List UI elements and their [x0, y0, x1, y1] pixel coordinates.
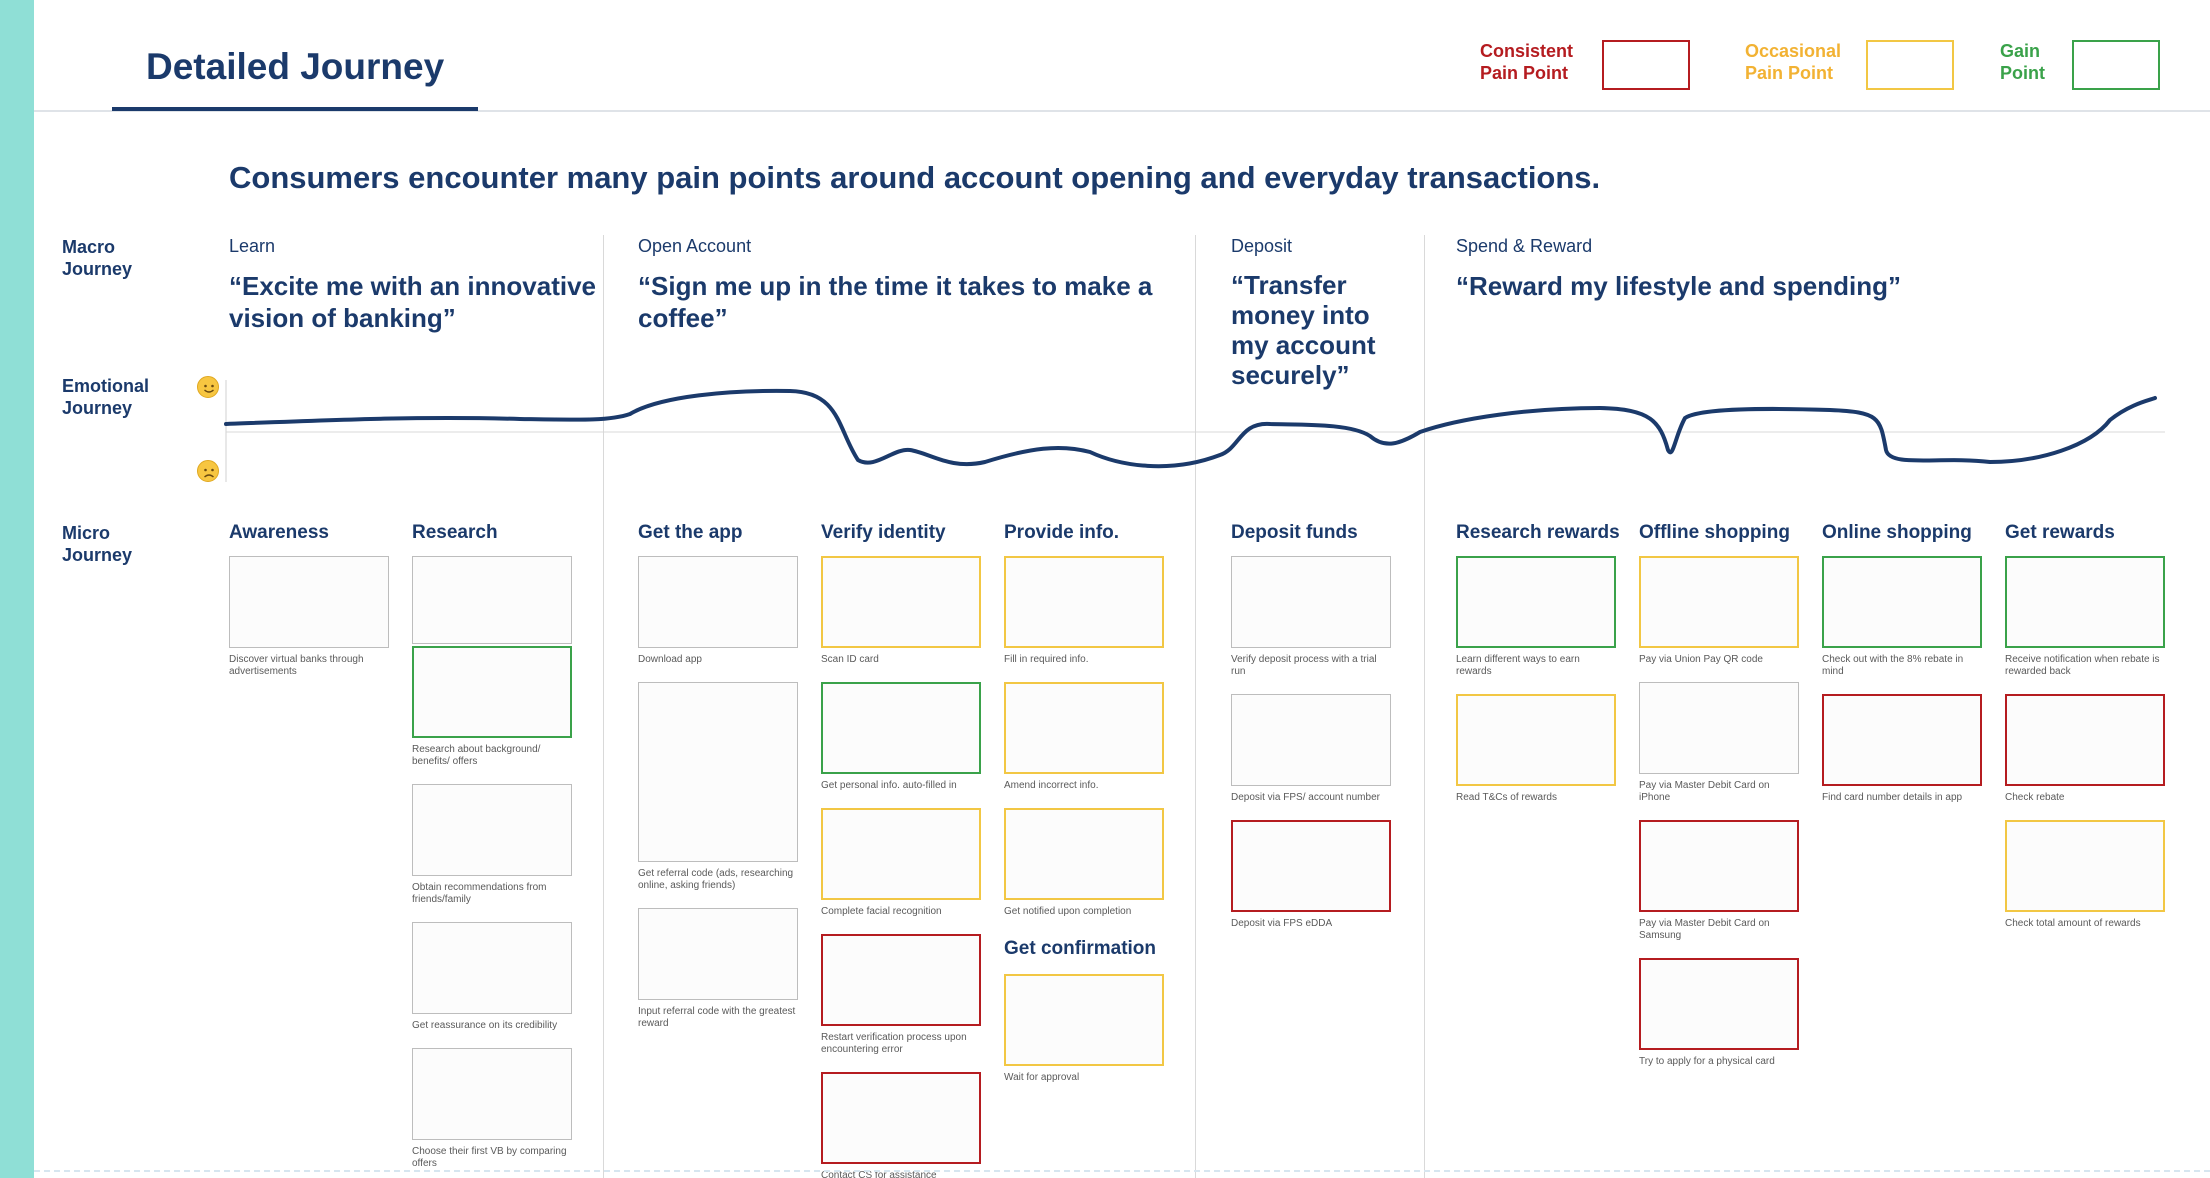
journey-step-card — [821, 682, 981, 792]
step-caption: Download app — [638, 654, 702, 665]
step-illustration — [1456, 694, 1616, 786]
step-illustration — [1639, 682, 1799, 774]
step-caption: Fill in required info. — [1004, 654, 1089, 665]
stage-title: Provide info. — [1004, 522, 1120, 543]
phase-quote-spend-reward: “Reward my lifestyle and spending” — [1456, 271, 1901, 301]
stage-title: Research rewards — [1456, 522, 1620, 543]
step-caption: Get notified upon completion — [1004, 906, 1132, 917]
step-illustration — [1639, 958, 1799, 1050]
step-caption: Read T&Cs of rewards — [1456, 792, 1557, 803]
journey-step-card — [1004, 682, 1164, 792]
stage-research — [412, 520, 587, 1178]
micro-journey-label: Micro Journey — [62, 523, 133, 565]
step-caption: Complete facial recognition — [821, 906, 942, 917]
step-illustration — [821, 682, 981, 774]
phase-name-learn: Learn — [229, 236, 276, 256]
stage-get-rewards — [2005, 520, 2180, 946]
journey-step-card — [412, 556, 572, 644]
journey-step-card — [412, 1048, 572, 1170]
step-illustration — [412, 556, 572, 644]
step-illustration — [1004, 808, 1164, 900]
journey-step-card — [1456, 694, 1616, 804]
step-caption: Verify deposit process with a trial run — [1231, 654, 1377, 677]
step-illustration — [821, 1072, 981, 1164]
step-caption: Find card number details in app — [1822, 792, 1963, 803]
step-caption: Pay via Master Debit Card on iPhone — [1639, 780, 1770, 803]
step-illustration — [821, 934, 981, 1026]
journey-step-card — [1639, 682, 1799, 804]
headline: Consumers encounter many pain points around account opening and everyday transactions. — [229, 160, 1601, 195]
journey-step-card — [2005, 694, 2165, 804]
step-caption: Contact CS for assistance — [821, 1170, 937, 1178]
journey-step-card — [412, 646, 572, 768]
step-caption: Get personal info. auto-filled in — [821, 780, 957, 791]
stage-title-get-confirmation: Get confirmation — [1004, 938, 1157, 959]
step-caption: Pay via Master Debit Card on Samsung — [1639, 918, 1770, 941]
step-illustration — [1822, 694, 1982, 786]
step-illustration — [1231, 556, 1391, 648]
step-illustration — [1004, 556, 1164, 648]
phase-name-spend-reward: Spend & Reward — [1456, 236, 1593, 256]
stage-title: Awareness — [229, 522, 329, 543]
step-illustration — [638, 682, 798, 862]
step-caption: Deposit via FPS/ account number — [1231, 792, 1380, 803]
step-illustration — [1231, 820, 1391, 912]
legend-label: Consistent Pain Point — [1480, 41, 1574, 83]
stage-offline-shopping — [1639, 520, 1814, 1084]
step-illustration — [2005, 694, 2165, 786]
phase-name-deposit: Deposit — [1231, 236, 1293, 256]
emotion-line — [226, 391, 2155, 466]
step-illustration — [412, 646, 572, 738]
step-caption: Learn different ways to earn rewards — [1456, 654, 1580, 677]
journey-step-card — [1639, 556, 1799, 666]
step-illustration — [1231, 694, 1391, 786]
step-illustration — [1004, 974, 1164, 1066]
step-illustration — [1639, 820, 1799, 912]
step-caption: Restart verification process upon encountering error — [821, 1032, 967, 1055]
step-illustration — [2005, 820, 2165, 912]
journey-step-card — [1004, 974, 1164, 1084]
step-caption: Check out with the 8% rebate in mind — [1822, 654, 1964, 677]
step-caption: Amend incorrect info. — [1004, 780, 1099, 791]
step-caption: Pay via Union Pay QR code — [1639, 654, 1763, 665]
stage-verify-identity — [821, 520, 996, 1178]
step-caption: Check total amount of rewards — [2005, 918, 2141, 929]
step-caption: Check rebate — [2005, 792, 2065, 803]
step-illustration — [229, 556, 389, 648]
journey-step-card — [821, 808, 981, 918]
journey-step-card — [638, 908, 798, 1030]
journey-step-card — [229, 556, 389, 678]
stage-get-the-app — [638, 520, 813, 1046]
step-illustration — [638, 556, 798, 648]
phase-quote-learn: “Excite me with an innovative vision of banking” — [229, 271, 596, 333]
stage-deposit-funds — [1231, 520, 1406, 946]
stage-title: Online shopping — [1822, 522, 1972, 543]
journey-step-card — [2005, 556, 2165, 678]
step-caption: Wait for approval — [1004, 1072, 1080, 1083]
journey-step-card — [1231, 820, 1391, 930]
stage-title: Get rewards — [2005, 522, 2115, 543]
journey-step-card — [638, 556, 798, 666]
step-caption: Scan ID card — [821, 654, 879, 665]
journey-step-card — [1456, 556, 1616, 678]
journey-step-card — [1004, 808, 1164, 918]
journey-step-card — [638, 682, 798, 892]
stage-awareness — [229, 520, 404, 694]
step-illustration — [821, 556, 981, 648]
step-illustration — [821, 808, 981, 900]
journey-step-card — [1231, 556, 1391, 678]
phase-quote-deposit: “Transfer money into my account securely” — [1231, 270, 1376, 390]
step-illustration — [2005, 556, 2165, 648]
page-title: Detailed Journey — [146, 46, 445, 87]
journey-step-card — [1231, 694, 1391, 804]
stage-online-shopping — [1822, 520, 1997, 820]
phase-name-open-account: Open Account — [638, 236, 752, 256]
step-caption: Choose their first VB by comparing offers — [412, 1146, 567, 1169]
step-caption: Obtain recommendations from friends/family — [412, 882, 547, 905]
stage-research-rewards — [1456, 520, 1631, 820]
legend-label: Occasional Pain Point — [1745, 41, 1842, 83]
stage-provide-info — [1004, 520, 1179, 1100]
legend-label: Gain Point — [2000, 41, 2045, 83]
stage-title: Verify identity — [821, 522, 946, 543]
bottom-divider — [34, 1170, 2210, 1172]
stage-title: Deposit funds — [1231, 522, 1358, 543]
stage-title: Research — [412, 522, 498, 543]
step-illustration — [638, 908, 798, 1000]
stage-title: Get the app — [638, 522, 743, 543]
journey-step-card — [1822, 694, 1982, 804]
phase-quote-open-account: “Sign me up in the time it takes to make a coffee” — [638, 271, 1153, 333]
step-caption: Discover virtual banks through advertisements — [229, 654, 364, 677]
step-caption: Input referral code with the greatest reward — [638, 1006, 796, 1029]
journey-step-card — [1639, 958, 1799, 1068]
step-caption: Try to apply for a physical card — [1639, 1056, 1775, 1067]
step-illustration — [412, 1048, 572, 1140]
journey-step-card — [1639, 820, 1799, 942]
step-illustration — [1456, 556, 1616, 648]
journey-step-card — [821, 1072, 981, 1178]
step-caption: Get referral code (ads, researching online, asking friends) — [638, 868, 794, 891]
step-caption: Get reassurance on its credibility — [412, 1020, 558, 1031]
step-illustration — [412, 784, 572, 876]
step-illustration — [1639, 556, 1799, 648]
journey-step-card — [1822, 556, 1982, 678]
journey-step-card — [2005, 820, 2165, 930]
journey-step-card — [412, 922, 572, 1032]
step-caption: Deposit via FPS eDDA — [1231, 918, 1333, 929]
journey-step-card — [412, 784, 572, 906]
journey-step-card — [821, 556, 981, 666]
step-illustration — [1004, 682, 1164, 774]
step-caption: Research about background/ benefits/ offers — [412, 744, 541, 767]
emotional-journey-label: Emotional Journey — [62, 376, 150, 418]
journey-step-card — [1004, 556, 1164, 666]
step-illustration — [1822, 556, 1982, 648]
step-caption: Receive notification when rebate is rewarded back — [2005, 654, 2160, 677]
macro-journey-label: Macro Journey — [62, 237, 133, 279]
step-illustration — [412, 922, 572, 1014]
journey-step-card — [821, 934, 981, 1056]
stage-title: Offline shopping — [1639, 522, 1790, 543]
